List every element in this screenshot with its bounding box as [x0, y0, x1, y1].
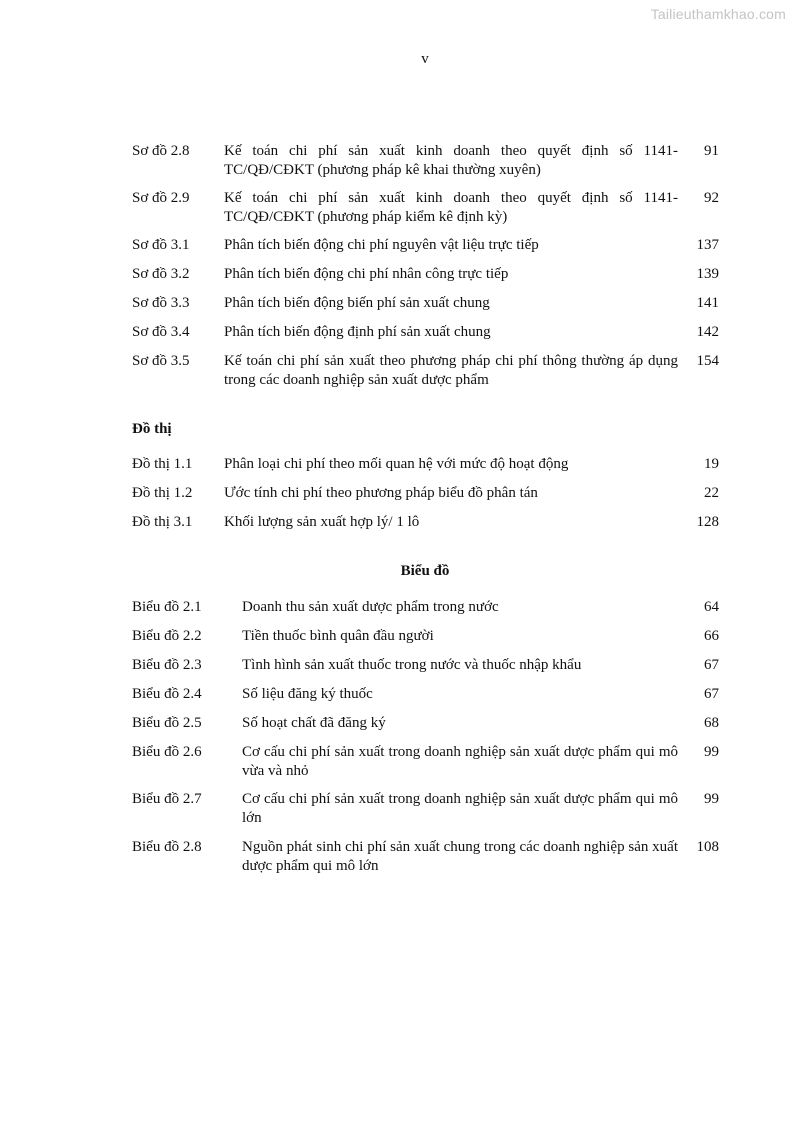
entry-page: 128: [696, 514, 719, 530]
entry-title: Kế toán chi phí sản xuất theo phương pháp chi phí thông thường áp dụng trong các doanh nghiệp sản xuất dược phẩm: [224, 353, 678, 388]
entry-label: Biểu đồ 2.5: [132, 715, 202, 731]
entry-label: Sơ đồ 3.1: [132, 237, 190, 253]
entry-page: 64: [704, 599, 719, 615]
entry-page: 92: [704, 190, 719, 206]
entry-title: Phân tích biến động chi phí nhân công trực tiếp: [224, 266, 509, 282]
entry-label: Đồ thị 3.1: [132, 514, 193, 530]
entry-label: Biểu đồ 2.7: [132, 791, 202, 807]
entry-title: Phân tích biến động biến phí sản xuất chung: [224, 295, 490, 311]
entry-title: Số liệu đăng ký thuốc: [242, 686, 373, 702]
entry-title: Phân loại chi phí theo mối quan hệ với mức độ hoạt động: [224, 456, 569, 472]
entry-label: Biểu đồ 2.4: [132, 686, 202, 702]
entry-page: 19: [704, 456, 719, 472]
entry-page: 99: [704, 744, 719, 760]
entry-page: 67: [704, 686, 719, 702]
entry-page: 108: [696, 839, 719, 855]
page-number: v: [421, 51, 429, 67]
entry-page: 142: [696, 324, 719, 340]
entry-label: Biểu đồ 2.6: [132, 744, 202, 760]
entry-page: 66: [704, 628, 719, 644]
entry-label: Biểu đồ 2.3: [132, 657, 202, 673]
entry-title: Số hoạt chất đã đăng ký: [242, 715, 386, 731]
entry-label: Sơ đồ 3.2: [132, 266, 190, 282]
entry-page: 137: [696, 237, 719, 253]
entry-label: Sơ đồ 2.8: [132, 143, 190, 159]
entry-title: Phân tích biến động chi phí nguyên vật liệu trực tiếp: [224, 237, 539, 253]
entry-label: Sơ đồ 3.4: [132, 324, 190, 340]
entry-title: Kế toán chi phí sản xuất kinh doanh theo quyết định số 1141-TC/QĐ/CĐKT (phương pháp kê khai thường xuyên): [224, 143, 678, 178]
entry-label: Sơ đồ 2.9: [132, 190, 190, 206]
entry-title: Ước tính chi phí theo phương pháp biểu đồ phân tán: [224, 485, 538, 501]
entry-page: 154: [696, 353, 719, 369]
entry-title: Cơ cấu chi phí sản xuất trong doanh nghiệp sản xuất dược phẩm qui mô vừa và nhỏ: [242, 744, 678, 779]
entry-title: Khối lượng sản xuất hợp lý/ 1 lô: [224, 514, 420, 530]
entry-page: 99: [704, 791, 719, 807]
entry-title: Tiền thuốc bình quân đầu người: [242, 628, 434, 644]
entry-title: Cơ cấu chi phí sản xuất trong doanh nghiệp sản xuất dược phẩm qui mô lớn: [242, 791, 678, 826]
entry-page: 22: [704, 485, 719, 501]
entry-title: Kế toán chi phí sản xuất kinh doanh theo quyết định số 1141-TC/QĐ/CĐKT (phương pháp kiểm kê định kỳ): [224, 190, 678, 225]
entry-title: Phân tích biến động định phí sản xuất chung: [224, 324, 491, 340]
section-heading-do-thi: Đồ thị: [132, 421, 172, 437]
section-heading-bieu-do: Biểu đồ: [400, 563, 450, 579]
entry-label: Biểu đồ 2.8: [132, 839, 202, 855]
entry-label: Đồ thị 1.2: [132, 485, 193, 501]
entry-page: 91: [704, 143, 719, 159]
entry-page: 67: [704, 657, 719, 673]
entry-page: 68: [704, 715, 719, 731]
entry-label: Sơ đồ 3.3: [132, 295, 190, 311]
entry-page: 141: [696, 295, 719, 311]
watermark: Tailieuthamkhao.com: [650, 6, 786, 22]
entry-label: Biểu đồ 2.1: [132, 599, 202, 615]
entry-label: Biểu đồ 2.2: [132, 628, 202, 644]
entry-page: 139: [696, 266, 719, 282]
entry-label: Đồ thị 1.1: [132, 456, 193, 472]
entry-title: Nguồn phát sinh chi phí sản xuất chung trong các doanh nghiệp sản xuất dược phẩm qui mô lớn: [242, 839, 678, 874]
entry-label: Sơ đồ 3.5: [132, 353, 190, 369]
entry-title: Tình hình sản xuất thuốc trong nước và thuốc nhập khẩu: [242, 657, 582, 673]
entry-title: Doanh thu sản xuất dược phẩm trong nước: [242, 599, 499, 615]
